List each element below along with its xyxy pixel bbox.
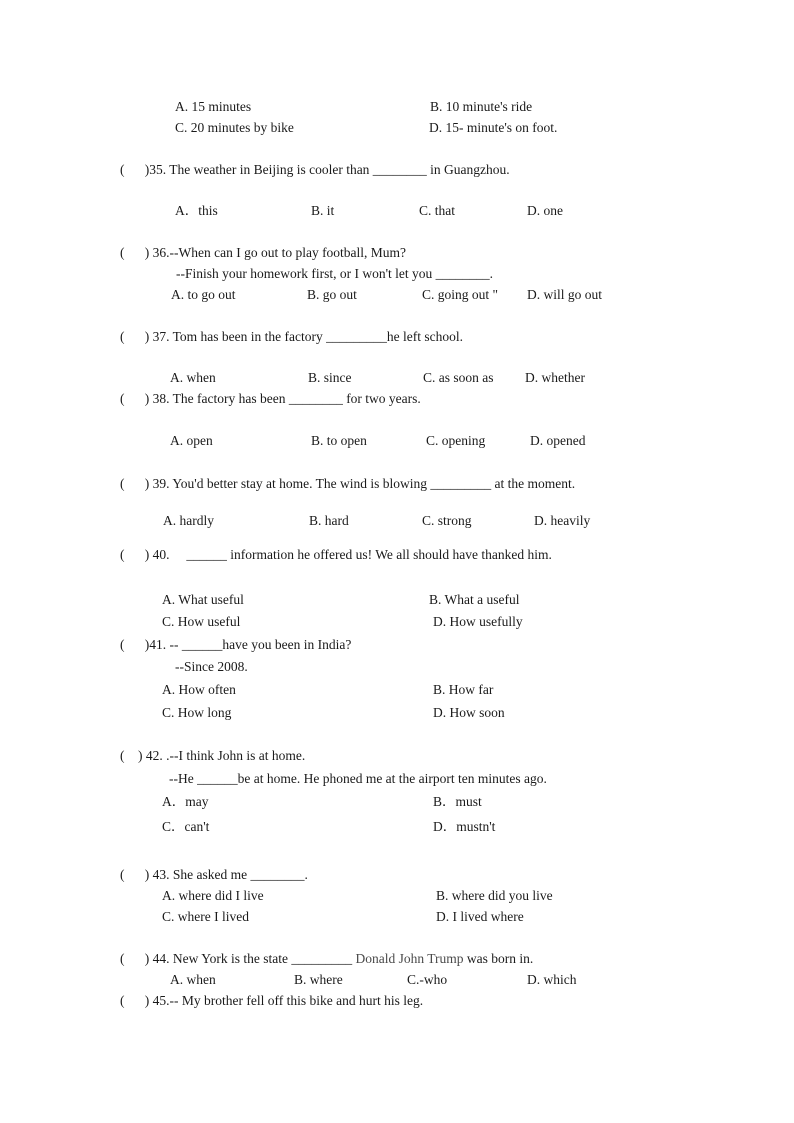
q35-stem: ( )35. The weather in Beijing is cooler than ________ in Guangzhou. xyxy=(120,162,510,177)
q44-option-a: A. when xyxy=(170,972,216,987)
q39-option-d: D. heavily xyxy=(534,513,591,528)
q43-option-c: C. where I lived xyxy=(162,909,249,924)
q34-option-c: C. 20 minutes by bike xyxy=(175,120,294,135)
q40-option-a: A. What useful xyxy=(162,592,244,607)
q42-option-a: A．may xyxy=(162,794,209,809)
q44-stem-post: was born in. xyxy=(463,951,534,966)
q44-option-d: D. which xyxy=(527,972,577,987)
q42-option-c: C．can't xyxy=(162,819,210,834)
q41-line2: --Since 2008. xyxy=(175,659,248,674)
q36-option-d: D. will go out xyxy=(527,287,603,302)
q44-option-b: B. where xyxy=(294,972,343,987)
q38-option-a: A. open xyxy=(170,433,213,448)
q41-option-d: D. How soon xyxy=(433,705,505,720)
q37-stem: ( ) 37. Tom has been in the factory _________he left school. xyxy=(120,329,463,344)
q39-option-c: C. strong xyxy=(422,513,472,528)
q42-line2: --He ______be at home. He phoned me at the airport ten minutes ago. xyxy=(169,771,547,786)
q39-option-a: A. hardly xyxy=(163,513,214,528)
q34-option-a: A. 15 minutes xyxy=(175,99,252,114)
q38-option-d: D. opened xyxy=(530,433,586,448)
q38-option-b: B. to open xyxy=(311,433,367,448)
q36-option-c: C. going out " xyxy=(422,287,499,302)
q41-option-b: B. How far xyxy=(433,682,494,697)
q37-option-a: A. when xyxy=(170,370,216,385)
q35-option-d: D. one xyxy=(527,203,563,218)
q44-stem-pre: ( ) 44. New York is the state _________ xyxy=(120,951,356,966)
q38-option-c: C. opening xyxy=(426,433,486,448)
q40-option-c: C. How useful xyxy=(162,614,241,629)
q35-option-c: C. that xyxy=(419,203,455,218)
q44-stem xyxy=(120,951,533,967)
q41-stem: ( )41. -- ______have you been in India? xyxy=(120,637,352,652)
q36-stem: ( ) 36.--When can I go out to play football, Mum? xyxy=(120,245,407,260)
q39-option-b: B. hard xyxy=(309,513,349,528)
q41-option-a: A. How often xyxy=(162,682,236,697)
q38-stem: ( ) 38. The factory has been ________ for two years. xyxy=(120,391,421,406)
q37-option-c: C. as soon as xyxy=(423,370,494,385)
q34-option-d: D. 15- minute's on foot. xyxy=(429,120,558,135)
q42-option-d: D．mustn't xyxy=(433,819,496,834)
q45-stem: ( ) 45.-- My brother fell off this bike and hurt his leg. xyxy=(120,993,424,1008)
q43-option-b: B. where did you live xyxy=(436,888,553,903)
q36-option-b: B. go out xyxy=(307,287,357,302)
q43-option-a: A. where did I live xyxy=(162,888,264,903)
q44-stem-name: Donald John Trump xyxy=(355,951,464,966)
q36-option-a: A. to go out xyxy=(171,287,236,302)
q37-option-d: D. whether xyxy=(525,370,585,385)
q40-option-d: D. How usefully xyxy=(433,614,523,629)
q42-option-b: B．must xyxy=(433,794,482,809)
q40-option-b: B. What a useful xyxy=(429,592,520,607)
q35-option-b: B. it xyxy=(311,203,335,218)
q34-option-b: B. 10 minute's ride xyxy=(430,99,533,114)
q39-stem: ( ) 39. You'd better stay at home. The wind is blowing _________ at the moment. xyxy=(120,476,576,491)
q40-stem: ( ) 40. ______ information he offered us! We all should have thanked him. xyxy=(120,547,552,562)
q36-line2: --Finish your homework first, or I won't let you ________. xyxy=(176,266,494,281)
q42-stem: ( ) 42. .--I think John is at home. xyxy=(120,748,306,763)
q35-option-a: A．this xyxy=(175,203,218,218)
q43-option-d: D. I lived where xyxy=(436,909,524,924)
q44-option-c: C.-who xyxy=(407,972,448,987)
q43-stem: ( ) 43. She asked me ________. xyxy=(120,867,308,882)
q41-option-c: C. How long xyxy=(162,705,232,720)
q37-option-b: B. since xyxy=(308,370,352,385)
